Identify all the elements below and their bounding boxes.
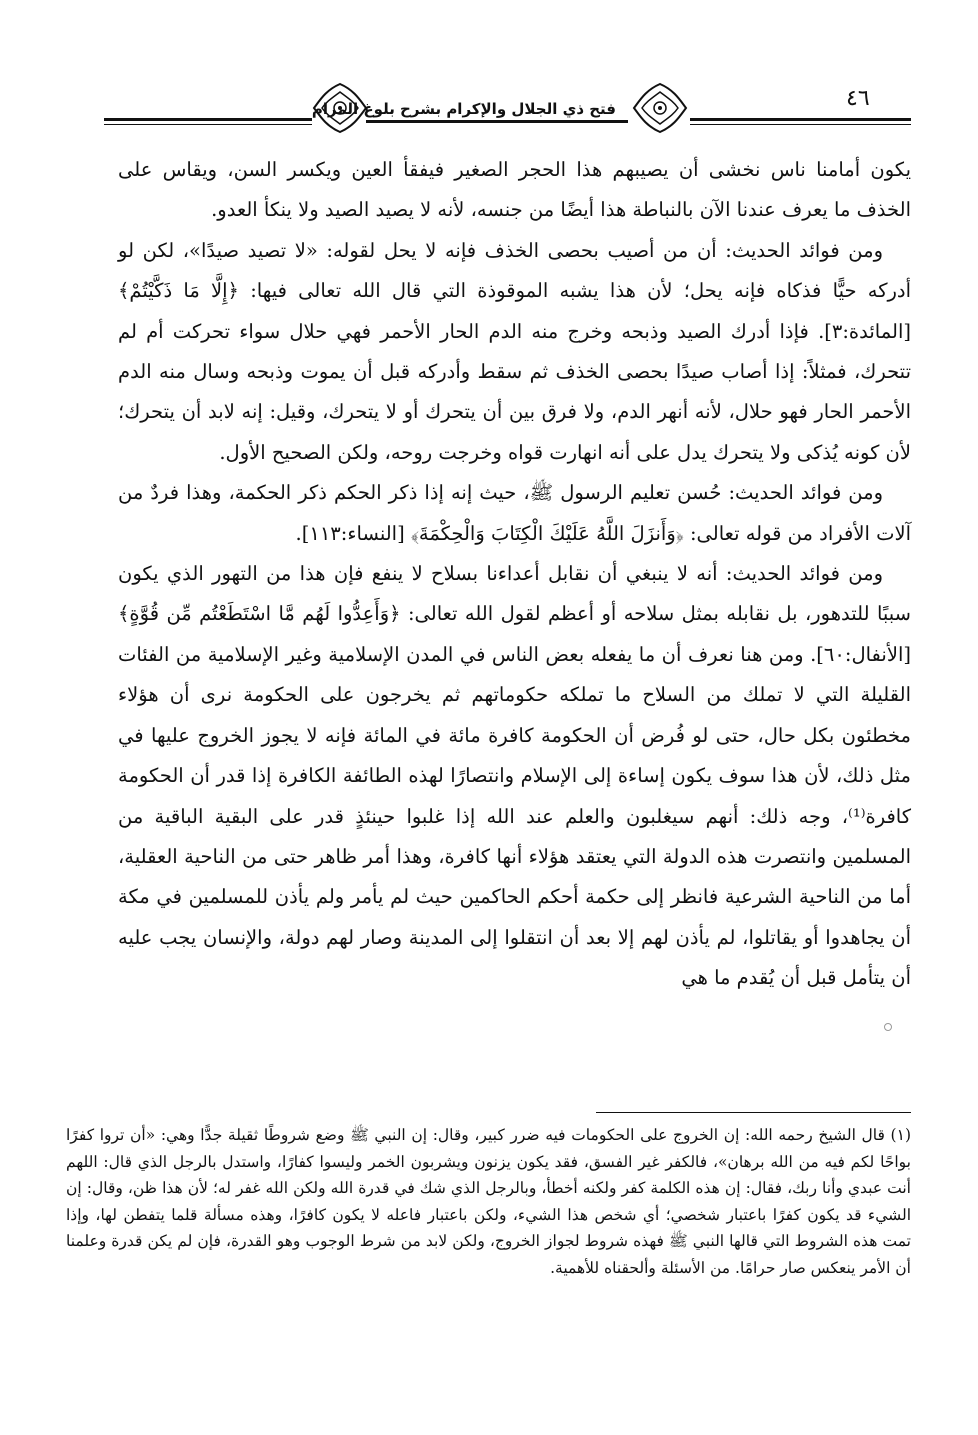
footnote-separator — [596, 1112, 911, 1113]
paragraph: ومن فوائد الحديث: أن من أصيب بحصى الخذف فإنه لا يحل لقوله: «لا تصيد صيدًا»، لكن لو أدركه حيًّا فذكاه فإنه يحل؛ لأن هذا يشبه الموقوذة التي قال الله تعالى فيها: ﴿إِلَّا مَا ذَكَّيْتُمْ﴾ [المائدة:٣]. فإذا أدرك الصيد وذبحه وخرج منه الدم الحار الأحمر فهي حلال سواء تحركت أم لم تتحرك، فمثلاً: إذا أصاب صيدًا بحصى الخذف ثم سقط وأدركه قبل أن يموت وذبحه وسال منه الدم الأحمر الحار فهو حلال، لأنه أنهر الدم، ولا فرق بين أن يتحرك أو لا يتحرك، وقيل: إنه لابد أن يتحرك؛ لأن كونه يُذكى ولا يتحرك يدل على أنه انهارت قواه وخرجت روحه، ولكن الصحيح الأول. — [118, 238, 911, 464]
paragraph: يكون أمامنا ناس نخشى أن يصيبهم هذا الحجر الصغير فيفقأ العين ويكسر السن، ويقاس على الخذف ما يعرف عندنا الآن بالنباطة هذا أيضًا من جنسه، لأنه لا يصيد الصيد ولا ينكأ العدو. — [118, 158, 911, 222]
footnote: (١) قال الشيخ رحمه الله: إن الخروج على الحكومات فيه ضرر كبير، وقال: إن النبي ﷺ وضع شروطًا ثقيلة جدًّا وهي: «أن تروا كفرًا بواحًا لكم فيه من الله برهان»، فالكفر غير الفسق، فقد يكون يزنون ويشربون الخمر وليسوا كفارًا، واستدل بالرجل الذي قال: اللهم أنت عبدي وأنا ربك، فقال: إن هذه الكلمة كفر ولكنه أخطأ، وبالرجل الذي شك في قدرة الله ولكن الله غفر له؛ لأن هذا ظن، وقال: إن الشيء قد يكون كفرًا باعتبار شخصي؛ أي شخص هذا الشيء، ولكن باعتبار فاعله لا يكون كافرًا، وهذه مسألة قلما يتفطن لها، وإذا تمت هذه الشروط التي قالها النبي ﷺ فهذه شروط لجواز الخروج، ولكن لابد من شرط الوجوب وهو القدرة، فإن لم يكن قدرة وعلمنا أن الأمر ينعكس صار حرامًا. من الأسئلة وألحقناه للأهمية. — [66, 1126, 911, 1277]
page-number: ٤٦ — [846, 86, 870, 111]
header-rule-middle — [366, 120, 628, 123]
header-rule-left-thin — [104, 124, 312, 125]
paragraph: ومن فوائد الحديث: حُسن تعليم الرسول ﷺ، حيث إنه إذا ذكر الحكم ذكر الحكمة، وهذا فردٌ من آلات الأفراد من قوله تعالى: ﴿وَأَنزَلَ اللَّهُ عَلَيْكَ الْكِتَابَ وَالْحِكْمَةَ﴾ [النساء:١١٣]. — [118, 481, 911, 545]
paragraph: ومن فوائد الحديث: أنه لا ينبغي أن نقابل أعداءنا بسلاح لا ينفع فإن هذا من التهور الذي يكون سببًا للتدهور، بل نقابله بمثل سلاحه أو أعظم لقول الله تعالى: ﴿وَأَعِدُّوا لَهُم مَّا اسْتَطَعْتُم مِّن قُوَّةٍ﴾ [الأنفال:٦٠]. ومن هنا نعرف أن ما يفعله بعض الناس في المدن الإسلامية وغير الإسلامية من الفئات القليلة التي لا تملك من السلاح ما تملكه حكوماتهم ثم يخرجون على الحكومة نرى أن هؤلاء مخطئون بكل حال، حتى لو فُرض أن الحكومة كافرة مائة في المائة فإنه لا يجوز الخروج عليها في مثل ذلك، لأن هذا سوف يكون إساءة إلى الإسلام وانتصارًا لهذه الطائفة الكافرة إذا قدر أن الحكومة كافرة⁽¹⁾، وجه ذلك: أنهم سيغلبون والعلم عند الله إذا غلبوا حينئذٍ قدر على البقية الباقية من المسلمين وانتصرت هذه الدولة التي يعتقد هؤلاء أنها كافرة، وهذا أمر ظاهر حتى من الناحية العقلية، أما من الناحية الشرعية فانظر إلى حكمة أحكم الحاكمين حيث لم يأمر ولم يأذن للمسلمين في مكة أن يجاهدوا أو يقاتلوا، لم يأذن لهم إلا بعد أن انتقلوا إلى المدينة وصار لهم دولة، والإنسان يجب عليه أن يتأمل قبل أن يُقدم ما هي — [118, 562, 911, 990]
ornament-right-icon — [630, 80, 690, 136]
page-header — [66, 78, 911, 140]
header-rule-right-thin — [690, 124, 911, 125]
footnotes — [66, 1122, 911, 1282]
header-rule-right — [690, 118, 911, 121]
margin-dot — [884, 1023, 892, 1031]
book-title: فتح ذي الجلال والإكرام بشرح بلوغ المرام — [311, 100, 616, 118]
main-text — [118, 150, 911, 999]
header-rule-left — [104, 118, 312, 121]
